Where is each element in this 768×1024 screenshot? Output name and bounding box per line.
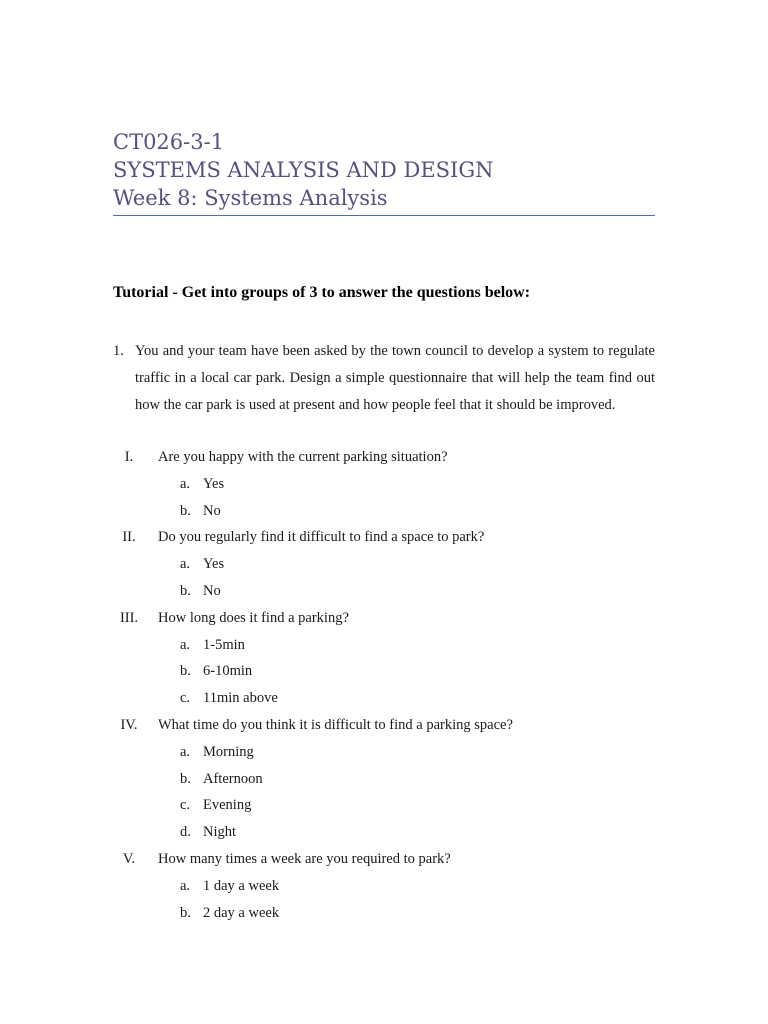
option-text: No: [203, 582, 221, 599]
option-letter: b.: [180, 904, 191, 921]
option-text: 11min above: [203, 690, 278, 707]
subquestion-row: [113, 846, 673, 873]
option-text: No: [203, 502, 221, 519]
option-letter: a.: [180, 636, 191, 653]
subquestion-text: How long does it find a parking?: [158, 609, 349, 626]
option-text: Yes: [203, 556, 225, 573]
answer-option: [113, 685, 673, 712]
option-text: Yes: [203, 475, 225, 492]
option-text: Night: [203, 824, 237, 841]
answer-option: [113, 792, 673, 819]
option-letter: c.: [180, 797, 191, 814]
subquestion-list: [113, 444, 673, 926]
header-divider: [113, 215, 655, 216]
option-text: Afternoon: [203, 770, 263, 787]
option-letter: b.: [180, 582, 191, 599]
subquestion-row: [113, 524, 673, 551]
option-letter: b.: [180, 770, 191, 787]
answer-option: [113, 819, 673, 846]
option-text: Morning: [203, 743, 254, 760]
course-code: CT026-3-1: [113, 130, 225, 154]
question-1: [113, 338, 655, 419]
option-letter: a.: [180, 475, 191, 492]
subquestion-row: [113, 444, 673, 471]
question-text: You and your team have been asked by the town council to develop a system to regulate traffic in a local car park. Design a simple questionnaire that will help the team find out how the car park is used at present and how people feel that it should be improved.: [135, 343, 655, 413]
option-text: Evening: [203, 797, 252, 814]
course-title: SYSTEMS ANALYSIS AND DESIGN: [113, 158, 494, 182]
answer-option: [113, 766, 673, 793]
subquestion-text: Do you regularly find it difficult to find a space to park?: [158, 529, 485, 546]
answer-option: [113, 632, 673, 659]
answer-option: [113, 658, 673, 685]
option-text: 2 day a week: [203, 904, 280, 921]
document-header: [113, 128, 655, 212]
subquestion-row: [113, 712, 673, 739]
subquestion-numeral: II.: [122, 529, 136, 546]
answer-option: [113, 900, 673, 927]
subquestion-row: [113, 605, 673, 632]
answer-option: [113, 873, 673, 900]
question-number: 1.: [113, 343, 124, 359]
option-text: 6-10min: [203, 663, 253, 680]
subquestion-text: What time do you think it is difficult to find a parking space?: [158, 716, 513, 733]
answer-option: [113, 739, 673, 766]
option-letter: a.: [180, 877, 191, 894]
option-letter: c.: [180, 690, 191, 707]
answer-option: [113, 498, 673, 525]
option-letter: b.: [180, 663, 191, 680]
answer-option: [113, 551, 673, 578]
option-letter: a.: [180, 743, 191, 760]
option-letter: a.: [180, 556, 191, 573]
tutorial-heading: Tutorial - Get into groups of 3 to answer the questions below:: [113, 284, 531, 301]
answer-option: [113, 471, 673, 498]
subquestion-numeral: IV.: [120, 716, 138, 733]
answer-option: [113, 578, 673, 605]
subquestion-numeral: V.: [122, 850, 136, 867]
subquestion-text: Are you happy with the current parking situation?: [158, 449, 448, 465]
subquestion-numeral: III.: [119, 609, 139, 626]
subquestion-numeral: I.: [124, 449, 134, 465]
option-letter: d.: [180, 824, 191, 841]
subquestion-text: How many times a week are you required to park?: [158, 850, 451, 867]
option-text: 1-5min: [203, 636, 245, 653]
week-title: Week 8: Systems Analysis: [113, 186, 388, 210]
option-text: 1 day a week: [203, 877, 280, 894]
option-letter: b.: [180, 502, 191, 519]
